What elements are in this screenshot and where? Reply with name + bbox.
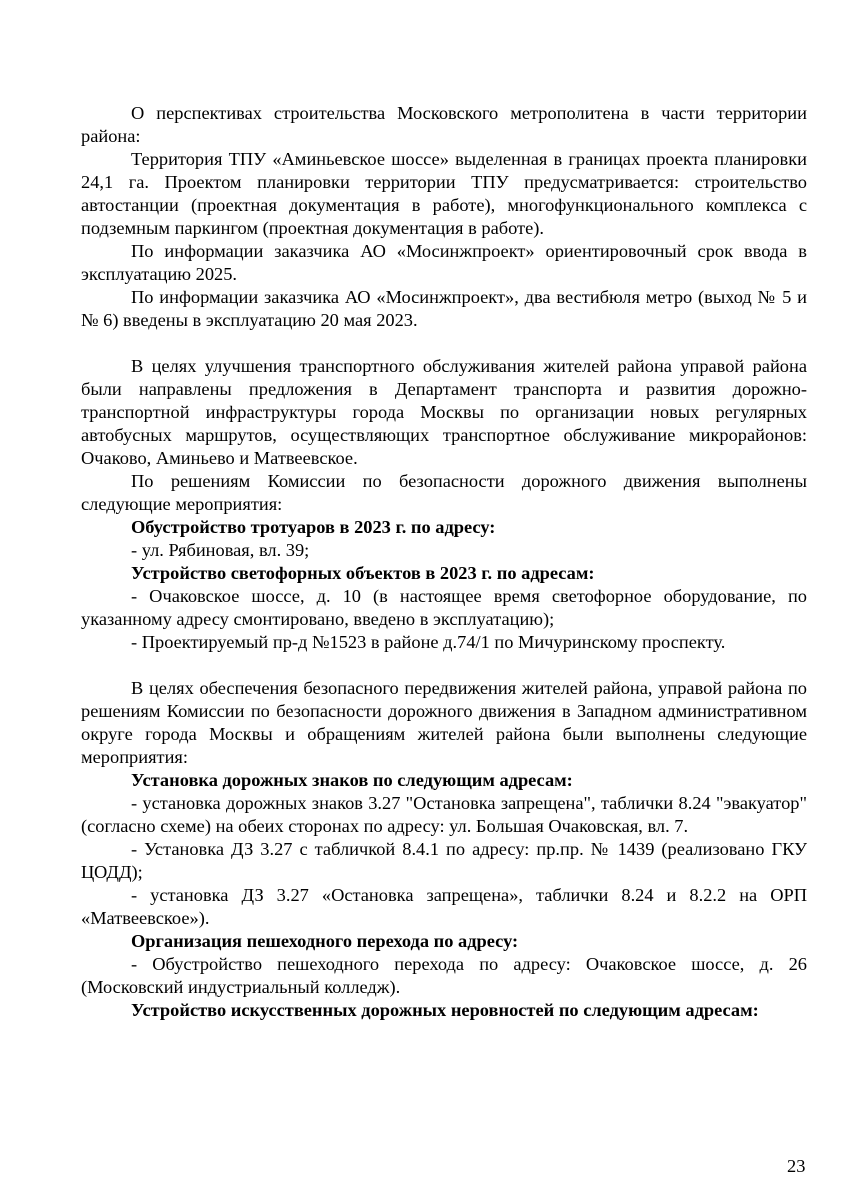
list-item-pedestrian-crossing: - Обустройство пешеходного перехода по адресу: Очаковское шоссе, д. 26 (Московский индустриальный колледж). — [81, 954, 807, 997]
paragraph-commissioning-term: По информации заказчика АО «Мосинжпроект» ориентировочный срок ввода в эксплуатацию 2025. — [81, 241, 807, 284]
list-item-road-sign-1: - установка дорожных знаков 3.27 "Остановка запрещена", таблички 8.24 "эвакуатор" (согласно схеме) на обеих сторонах по адресу: ул. Большая Очаковская, вл. 7. — [81, 793, 807, 836]
paragraph-metro-heading: О перспективах строительства Московского метрополитена в части территории района: — [81, 103, 807, 146]
heading-traffic-lights: Устройство светофорных объектов в 2023 г. по адресам: — [131, 563, 595, 583]
paragraph-spacer — [81, 332, 807, 355]
document-body — [81, 102, 807, 1022]
heading-pedestrian-crossing: Организация пешеходного перехода по адресу: — [131, 931, 519, 951]
paragraph-bus-routes: В целях улучшения транспортного обслуживания жителей района управой района были направлены предложения в Департамент транспорта и развития дорожно-транспортной инфраструктуры города Москвы по организации новых регулярных автобусных маршрутов, осуществляющих транспортное обслуживание микрорайонов: Очаково, Аминьево и Матвеевское. — [81, 356, 807, 468]
paragraph-commission-decisions: По решениям Комиссии по безопасности дорожного движения выполнены следующие мероприятия: — [81, 471, 807, 514]
list-item-traffic-light-1: - Очаковское шоссе, д. 10 (в настоящее время светофорное оборудование, по указанному адресу смонтировано, введено в эксплуатацию); — [81, 586, 807, 629]
paragraph-metro-vestibules: По информации заказчика АО «Мосинжпроект», два вестибюля метро (выход № 5 и № 6) введены в эксплуатацию 20 мая 2023. — [81, 287, 807, 330]
list-item-road-sign-2: - Установка ДЗ 3.27 с табличкой 8.4.1 по адресу: пр.пр. № 1439 (реализовано ГКУ ЦОДД); — [81, 839, 807, 882]
list-item-road-sign-3: - установка ДЗ 3.27 «Остановка запрещена», таблички 8.24 и 8.2.2 на ОРП «Матвеевское»). — [81, 885, 807, 928]
list-item-sidewalk-address: - ул. Рябиновая, вл. 39; — [131, 540, 310, 560]
list-item-traffic-light-2: - Проектируемый пр-д №1523 в районе д.74/1 по Мичуринскому проспекту. — [131, 632, 726, 652]
heading-sidewalks: Обустройство тротуаров в 2023 г. по адресу: — [131, 517, 496, 537]
heading-road-signs: Установка дорожных знаков по следующим адресам: — [131, 770, 573, 790]
paragraph-tpu-territory: Территория ТПУ «Аминьевское шоссе» выделенная в границах проекта планировки 24,1 га. Проектом планировки территории ТПУ предусматривается: строительство автостанции (проектная документация в работе), многофункционального комплекса с подземным паркингом (проектная документация в работе). — [81, 149, 807, 238]
heading-speed-bumps: Устройство искусственных дорожных неровностей по следующим адресам: — [131, 1000, 759, 1020]
page-number: 23 — [787, 1156, 806, 1176]
paragraph-safety-measures: В целях обеспечения безопасного передвижения жителей района, управой района по решениям Комиссии по безопасности дорожного движения в Западном административном округе города Москвы и обращениям жителей района были выполнены следующие мероприятия: — [81, 678, 807, 767]
paragraph-spacer — [81, 654, 807, 677]
